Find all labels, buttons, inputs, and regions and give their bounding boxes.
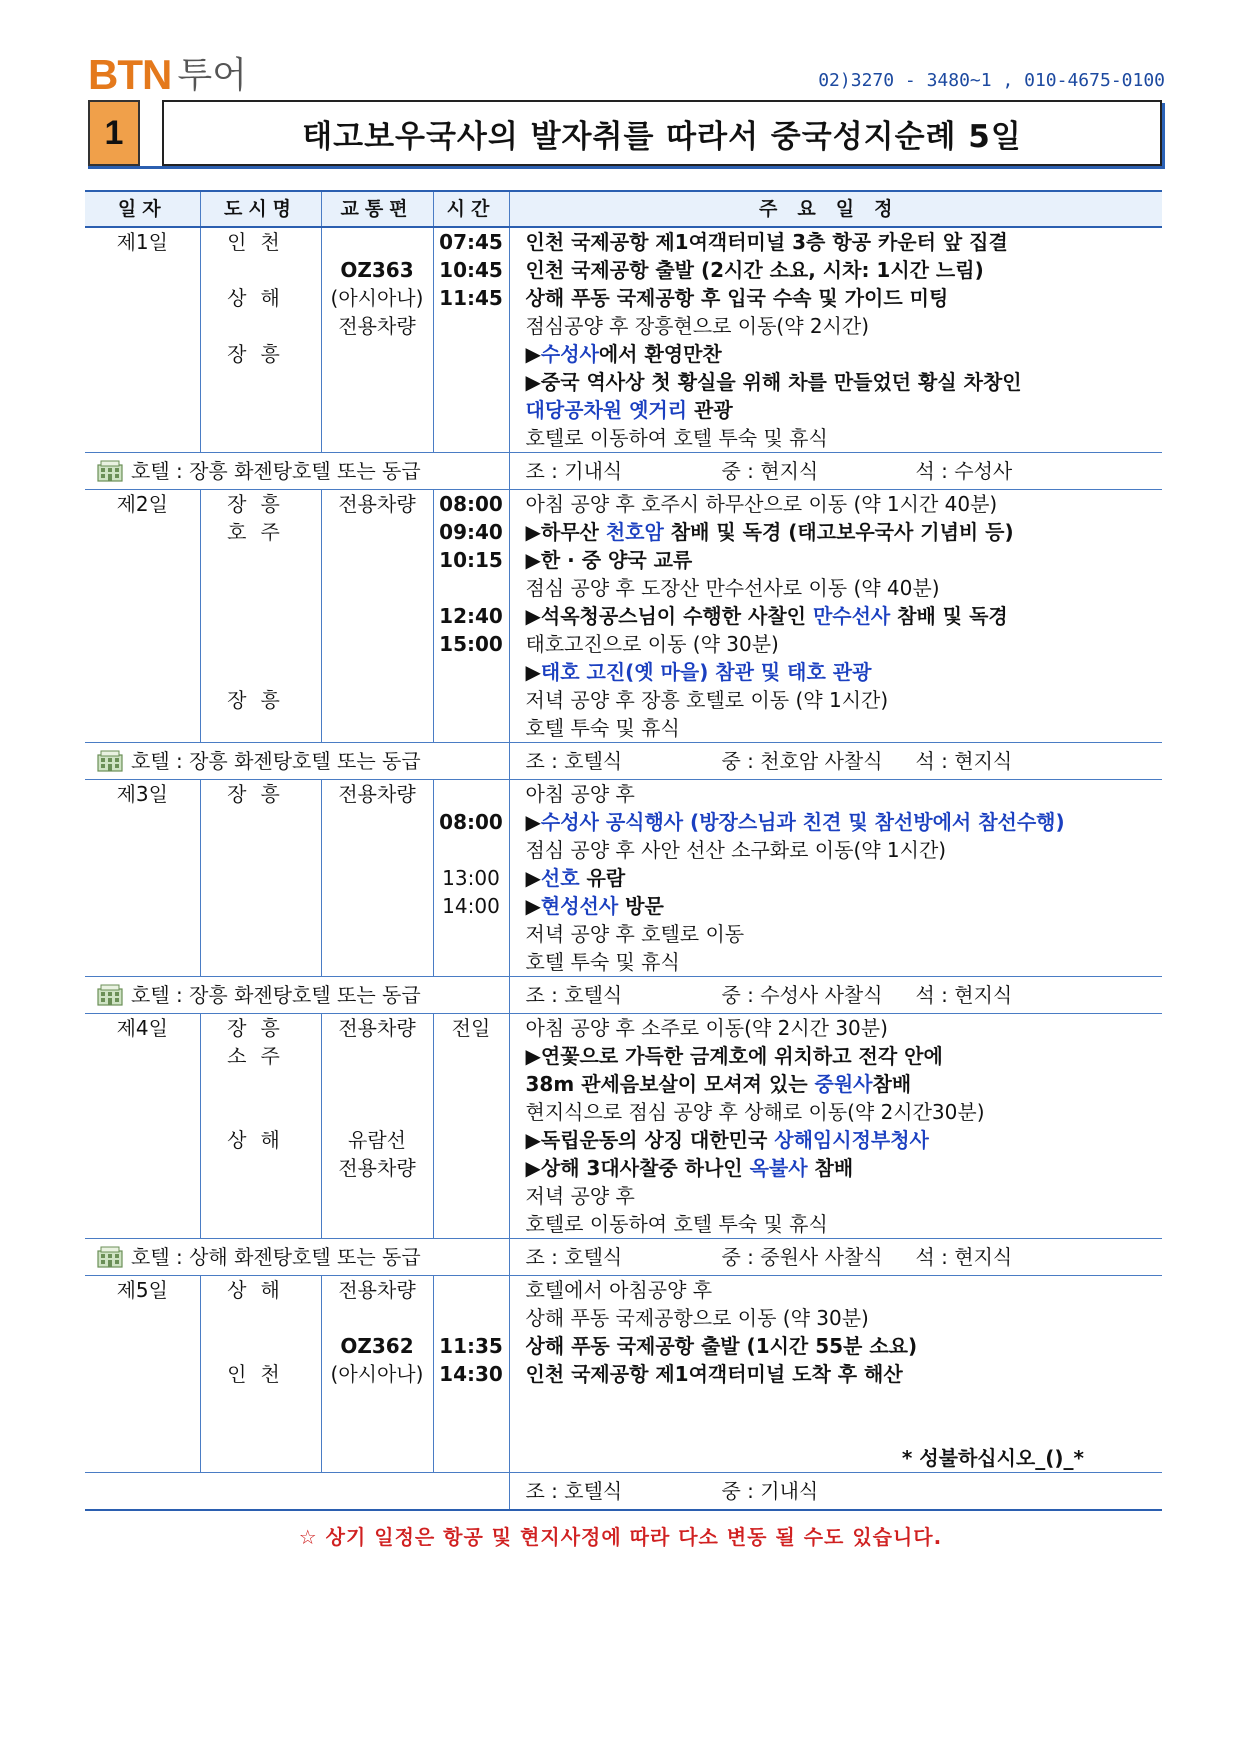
transport-line	[322, 602, 433, 630]
transport-line	[322, 714, 433, 742]
transport-line: 전용차량	[338, 1016, 416, 1040]
schedule-text: ▶	[525, 866, 541, 890]
schedule-line	[526, 228, 1163, 256]
city-line	[201, 1154, 321, 1182]
hotel-name: 호텔 : 장흥 화젠탕호텔 또는 동급	[131, 983, 421, 1007]
time-line	[434, 1276, 509, 1304]
schedule-line	[526, 1332, 1163, 1360]
schedule-text: 호텔 투숙 및 휴식	[525, 950, 680, 974]
schedule-text: 인천 국제공항 제1여객터미널 도착 후 해산	[525, 1362, 903, 1386]
schedule-line	[526, 1014, 1163, 1042]
schedule-column	[509, 1014, 1162, 1239]
col-header-transport: 교통편	[321, 191, 433, 227]
transport-line	[322, 396, 433, 424]
schedule-line	[526, 948, 1163, 976]
transport-line	[322, 836, 433, 864]
time-line	[434, 1042, 509, 1070]
meal-info	[509, 453, 1162, 490]
schedule-text: 상해 푸동 국제공항으로 이동 (약 30분)	[525, 1306, 869, 1330]
time-line	[434, 1154, 509, 1182]
time-line	[434, 1210, 509, 1238]
city-line	[201, 396, 321, 424]
schedule-text: ▶석옥청공스님이 수행한 사찰인	[525, 604, 813, 628]
schedule-text: * 성불하십시오_()_*	[901, 1446, 1084, 1470]
time-line	[434, 1304, 509, 1332]
schedule-line	[526, 1042, 1163, 1070]
schedule-text: 관광	[687, 398, 733, 422]
hotel-icon	[97, 460, 123, 482]
meal-dinner: 석 : 현지식	[915, 1245, 1013, 1269]
time-line: 11:45	[439, 286, 503, 310]
transport-line: 전용차량	[338, 1278, 416, 1302]
schedule-line	[526, 920, 1163, 948]
time-line	[434, 574, 509, 602]
city-line	[201, 424, 321, 452]
time-line	[434, 658, 509, 686]
city-line: 장흥	[227, 1016, 294, 1040]
hotel-icon	[97, 984, 123, 1006]
change-notice: ☆ 상기 일정은 항공 및 현지사정에 따라 다소 변동 될 수도 있습니다.	[298, 1525, 943, 1549]
time-column	[433, 1014, 509, 1239]
schedule-line	[526, 864, 1163, 892]
city-line	[201, 1416, 321, 1444]
schedule-text: ▶독립운동의 상징 대한민국	[525, 1128, 775, 1152]
meal-lunch: 중 : 수성사 사찰식	[721, 983, 883, 1007]
schedule-text: ▶중국 역사상 첫 황실을 위해 차를 만들었던 황실 차창인	[525, 370, 1022, 394]
meal-lunch: 중 : 기내식	[721, 1479, 819, 1503]
city-line	[201, 256, 321, 284]
schedule-line	[526, 658, 1163, 686]
transport-line: 전용차량	[338, 782, 416, 806]
page-title: 태고보우국사의 발자취를 따라서 중국성지순례 5일	[162, 100, 1162, 166]
time-column	[433, 780, 509, 977]
schedule-column	[509, 490, 1162, 743]
schedule-text: 참배	[872, 1072, 912, 1096]
time-line: 08:00	[439, 810, 503, 834]
city-line: 장흥	[227, 688, 294, 712]
meal-breakfast: 조 : 호텔식	[525, 983, 623, 1007]
day-row	[85, 490, 1162, 743]
transport-line: (아시아나)	[330, 286, 424, 310]
title-underline	[88, 166, 1164, 169]
city-line	[201, 1388, 321, 1416]
schedule-text: 참배 및 독경	[890, 604, 1008, 628]
schedule-text: 아침 공양 후 소주로 이동(약 2시간 30분)	[525, 1016, 888, 1040]
schedule-line	[526, 518, 1163, 546]
schedule-text: 호텔로 이동하여 호텔 투숙 및 휴식	[525, 1212, 828, 1236]
meal-lunch: 중 : 중원사 사찰식	[721, 1245, 883, 1269]
schedule-line	[526, 1182, 1163, 1210]
time-column	[433, 227, 509, 453]
transport-line	[322, 1210, 433, 1238]
city-line	[201, 920, 321, 948]
time-line: 14:30	[439, 1362, 503, 1386]
transport-line: 전용차량	[338, 1156, 416, 1180]
city-line	[201, 864, 321, 892]
time-line: 전일	[451, 1016, 491, 1040]
transport-line: OZ363	[340, 258, 414, 282]
schedule-text: ▶연꽃으로 가득한 금계호에 위치하고 전각 안에	[525, 1044, 943, 1068]
hotel-info	[85, 1473, 509, 1511]
schedule-text: ▶상해 3대사찰중 하나인	[525, 1156, 750, 1180]
schedule-text: ▶	[525, 342, 541, 366]
city-line: 장흥	[227, 492, 294, 516]
day-label: 제3일	[116, 782, 168, 806]
hotel-name: 호텔 : 장흥 화젠탕호텔 또는 동급	[131, 459, 421, 483]
itinerary-table	[85, 190, 1162, 1511]
transport-line	[322, 518, 433, 546]
transport-line	[322, 340, 433, 368]
city-line	[201, 630, 321, 658]
time-line	[434, 1182, 509, 1210]
meal-dinner: 석 : 수성사	[915, 459, 1013, 483]
schedule-text: 저녁 공양 후 장흥 호텔로 이동 (약 1시간)	[525, 688, 889, 712]
city-line	[201, 1182, 321, 1210]
schedule-line	[526, 312, 1163, 340]
highlight-place: 만수선사	[812, 604, 891, 628]
col-header-city: 도시명	[200, 191, 321, 227]
highlight-place: 대당공차원 옛거리	[525, 398, 688, 422]
time-line	[434, 948, 509, 976]
schedule-text: 38m 관세음보살이 모셔져 있는	[525, 1072, 815, 1096]
hotel-meal-row	[85, 453, 1162, 490]
schedule-text: ▶	[525, 810, 541, 834]
meal-breakfast: 조 : 호텔식	[525, 749, 623, 773]
city-line	[201, 892, 321, 920]
schedule-text: 호텔에서 아침공양 후	[525, 1278, 713, 1302]
schedule-text: 호텔로 이동하여 호텔 투숙 및 휴식	[525, 426, 828, 450]
transport-column	[321, 1276, 433, 1473]
schedule-line	[526, 1388, 1163, 1416]
transport-line	[322, 920, 433, 948]
city-line	[201, 948, 321, 976]
col-header-time: 시간	[433, 191, 509, 227]
time-line: 11:35	[439, 1334, 503, 1358]
transport-line	[322, 1042, 433, 1070]
hotel-meal-row	[85, 1239, 1162, 1276]
city-line	[201, 368, 321, 396]
city-column	[200, 1276, 321, 1473]
schedule-line	[526, 1154, 1163, 1182]
city-line	[201, 1098, 321, 1126]
time-line	[434, 1070, 509, 1098]
time-line: 10:15	[439, 548, 503, 572]
table-header-row	[85, 191, 1162, 227]
city-line	[201, 714, 321, 742]
transport-line	[322, 1098, 433, 1126]
city-line	[201, 658, 321, 686]
city-line: 호주	[227, 520, 294, 544]
meal-dinner: 석 : 현지식	[915, 983, 1013, 1007]
brand-logo	[88, 50, 247, 96]
schedule-line	[526, 780, 1163, 808]
hotel-name: 호텔 : 장흥 화젠탕호텔 또는 동급	[131, 749, 421, 773]
schedule-text: 점심공양 후 장흥현으로 이동(약 2시간)	[525, 314, 870, 338]
highlight-place: 중원사	[814, 1072, 873, 1096]
meal-breakfast: 조 : 호텔식	[525, 1245, 623, 1269]
day-row	[85, 1276, 1162, 1473]
hotel-meal-row	[85, 743, 1162, 780]
schedule-text: 인천 국제공항 제1여객터미널 3층 항공 카운터 앞 집결	[525, 230, 1008, 254]
schedule-line	[526, 256, 1163, 284]
city-line	[201, 546, 321, 574]
time-line: 10:45	[439, 258, 503, 282]
city-line	[201, 1210, 321, 1238]
day-row	[85, 227, 1162, 453]
schedule-text: 저녁 공양 후 호텔로 이동	[525, 922, 745, 946]
transport-line: OZ362	[340, 1334, 414, 1358]
meal-info	[509, 1473, 1162, 1511]
hotel-meal-row	[85, 1473, 1162, 1511]
schedule-text: 상해 푸동 국제공항 후 입국 수속 및 가이드 미팅	[525, 286, 949, 310]
transport-line	[322, 892, 433, 920]
transport-column	[321, 490, 433, 743]
city-line	[201, 1332, 321, 1360]
time-column	[433, 490, 509, 743]
schedule-line	[526, 1210, 1163, 1238]
city-line: 장흥	[227, 782, 294, 806]
transport-line	[322, 1444, 433, 1472]
city-line	[201, 1304, 321, 1332]
transport-line: 전용차량	[338, 314, 416, 338]
time-line: 09:40	[439, 520, 503, 544]
schedule-text: 태호고진으로 이동 (약 30분)	[525, 632, 779, 656]
city-line	[201, 1444, 321, 1472]
transport-line	[322, 1304, 433, 1332]
hotel-meal-row	[85, 977, 1162, 1014]
time-line: 13:00	[442, 866, 500, 890]
schedule-column	[509, 1276, 1162, 1473]
schedule-text: ▶하무산	[525, 520, 606, 544]
highlight-place: 천호암	[605, 520, 664, 544]
time-line	[434, 424, 509, 452]
schedule-text: 방문	[618, 894, 664, 918]
day-label: 제5일	[116, 1278, 168, 1302]
time-line	[434, 1444, 509, 1472]
meal-info	[509, 1239, 1162, 1276]
time-line: 07:45	[439, 230, 503, 254]
highlight-place: 현성선사	[540, 894, 619, 918]
schedule-text: 유람	[579, 866, 626, 890]
time-line: 14:00	[442, 894, 500, 918]
transport-line	[322, 1070, 433, 1098]
time-line	[434, 920, 509, 948]
transport-line	[322, 686, 433, 714]
highlight-place: 선호	[540, 866, 580, 890]
hotel-icon	[97, 750, 123, 772]
schedule-line	[526, 368, 1163, 396]
schedule-line	[526, 1126, 1163, 1154]
transport-line	[322, 424, 433, 452]
schedule-column	[509, 780, 1162, 977]
transport-line	[322, 228, 433, 256]
schedule-line	[526, 602, 1163, 630]
schedule-line	[526, 836, 1163, 864]
col-header-schedule: 주요일정	[509, 191, 1162, 227]
time-line	[434, 1416, 509, 1444]
schedule-line	[526, 1416, 1163, 1444]
highlight-place: 태호 고진(옛 마을) 참관 및 태호 관광	[540, 660, 872, 684]
highlight-place: 상해임시정부청사	[774, 1128, 929, 1152]
transport-line	[322, 1182, 433, 1210]
day-label: 제2일	[116, 492, 168, 516]
schedule-line	[526, 1276, 1163, 1304]
time-line: 15:00	[439, 632, 503, 656]
schedule-text: 호텔 투숙 및 휴식	[525, 716, 680, 740]
transport-line	[322, 658, 433, 686]
hotel-info	[85, 1239, 509, 1276]
time-line	[434, 780, 509, 808]
city-line: 소주	[227, 1044, 294, 1068]
schedule-text: 참배	[807, 1156, 854, 1180]
contact-phone: 02)3270 - 3480~1 , 010-4675-0100	[818, 70, 1165, 91]
city-line	[201, 574, 321, 602]
meal-breakfast: 조 : 기내식	[525, 459, 623, 483]
hotel-icon	[97, 1246, 123, 1268]
transport-line	[322, 1416, 433, 1444]
time-line	[434, 340, 509, 368]
city-line: 상해	[227, 286, 294, 310]
transport-column	[321, 227, 433, 453]
time-line	[434, 368, 509, 396]
transport-line	[322, 948, 433, 976]
schedule-text: 인천 국제공항 출발 (2시간 소요, 시차: 1시간 느림)	[525, 258, 984, 282]
logo-brand: BTN	[88, 51, 172, 98]
time-line	[434, 836, 509, 864]
time-line	[434, 1098, 509, 1126]
day-row	[85, 1014, 1162, 1239]
schedule-line	[526, 1360, 1163, 1388]
time-line	[434, 686, 509, 714]
schedule-text: 상해 푸동 국제공항 출발 (1시간 55분 소요)	[525, 1334, 918, 1358]
logo-suffix: 투어	[177, 55, 247, 96]
hotel-info	[85, 453, 509, 490]
city-line	[201, 1070, 321, 1098]
time-line: 08:00	[439, 492, 503, 516]
schedule-text: 아침 공양 후 호주시 하무산으로 이동 (약 1시간 40분)	[525, 492, 998, 516]
time-line	[434, 312, 509, 340]
meal-breakfast: 조 : 호텔식	[525, 1479, 623, 1503]
time-line: 12:40	[439, 604, 503, 628]
time-column	[433, 1276, 509, 1473]
transport-line	[322, 574, 433, 602]
city-line: 인천	[227, 230, 294, 254]
schedule-line	[526, 686, 1163, 714]
time-line	[434, 714, 509, 742]
schedule-text: 저녁 공양 후	[525, 1184, 635, 1208]
hotel-info	[85, 977, 509, 1014]
time-line	[434, 1126, 509, 1154]
transport-column	[321, 1014, 433, 1239]
schedule-line	[526, 546, 1163, 574]
highlight-place: 수성사	[540, 342, 599, 366]
schedule-line	[526, 284, 1163, 312]
transport-line	[322, 368, 433, 396]
city-line: 장흥	[227, 342, 294, 366]
meal-info	[509, 977, 1162, 1014]
schedule-text: ▶	[525, 660, 541, 684]
city-line	[201, 836, 321, 864]
transport-line	[322, 1388, 433, 1416]
highlight-place: 수성사 공식행사 (방장스님과 친견 및 참선방에서 참선수행)	[540, 810, 1065, 834]
schedule-line	[526, 892, 1163, 920]
city-column	[200, 780, 321, 977]
transport-line	[322, 808, 433, 836]
schedule-line	[526, 340, 1163, 368]
schedule-line	[526, 574, 1163, 602]
schedule-line	[526, 1444, 1163, 1472]
schedule-line	[526, 714, 1163, 742]
transport-line	[322, 546, 433, 574]
city-column	[200, 1014, 321, 1239]
schedule-line	[526, 1070, 1163, 1098]
schedule-line	[526, 808, 1163, 836]
schedule-text: 점심 공양 후 사안 선산 소구화로 이동(약 1시간)	[525, 838, 947, 862]
schedule-column	[509, 227, 1162, 453]
schedule-text: 아침 공양 후	[525, 782, 635, 806]
city-column	[200, 490, 321, 743]
transport-line: (아시아나)	[330, 1362, 424, 1386]
hotel-info	[85, 743, 509, 780]
city-line	[201, 808, 321, 836]
meal-lunch: 중 : 현지식	[721, 459, 819, 483]
schedule-text: ▶한 · 중 양국 교류	[525, 548, 693, 572]
city-line: 상해	[227, 1128, 294, 1152]
schedule-text: ▶	[525, 894, 541, 918]
meal-info	[509, 743, 1162, 780]
time-line	[434, 396, 509, 424]
day-row	[85, 780, 1162, 977]
highlight-place: 옥불사	[749, 1156, 808, 1180]
schedule-line	[526, 396, 1163, 424]
schedule-line	[526, 630, 1163, 658]
city-line: 상해	[227, 1278, 294, 1302]
schedule-text: 현지식으로 점심 공양 후 상해로 이동(약 2시간30분)	[525, 1100, 985, 1124]
schedule-text: 참배 및 독경 (태고보우국사 기념비 등)	[663, 520, 1014, 544]
itinerary-number: 1	[88, 100, 140, 166]
transport-line: 유람선	[348, 1128, 406, 1152]
schedule-text: 에서 환영만찬	[598, 342, 722, 366]
schedule-line	[526, 1098, 1163, 1126]
transport-line	[322, 864, 433, 892]
city-line	[201, 312, 321, 340]
schedule-line	[526, 424, 1163, 452]
schedule-line	[526, 490, 1163, 518]
transport-line	[322, 630, 433, 658]
city-column	[200, 227, 321, 453]
schedule-line	[526, 1304, 1163, 1332]
day-label: 제1일	[116, 230, 168, 254]
city-line	[201, 602, 321, 630]
day-label: 제4일	[116, 1016, 168, 1040]
transport-column	[321, 780, 433, 977]
schedule-text: 점심 공양 후 도장산 만수선사로 이동 (약 40분)	[525, 576, 940, 600]
col-header-day: 일자	[85, 191, 200, 227]
time-line	[434, 1388, 509, 1416]
hotel-name: 호텔 : 상해 화젠탕호텔 또는 동급	[131, 1245, 421, 1269]
transport-line: 전용차량	[338, 492, 416, 516]
city-line: 인천	[227, 1362, 294, 1386]
meal-lunch: 중 : 천호암 사찰식	[721, 749, 883, 773]
meal-dinner: 석 : 현지식	[915, 749, 1013, 773]
